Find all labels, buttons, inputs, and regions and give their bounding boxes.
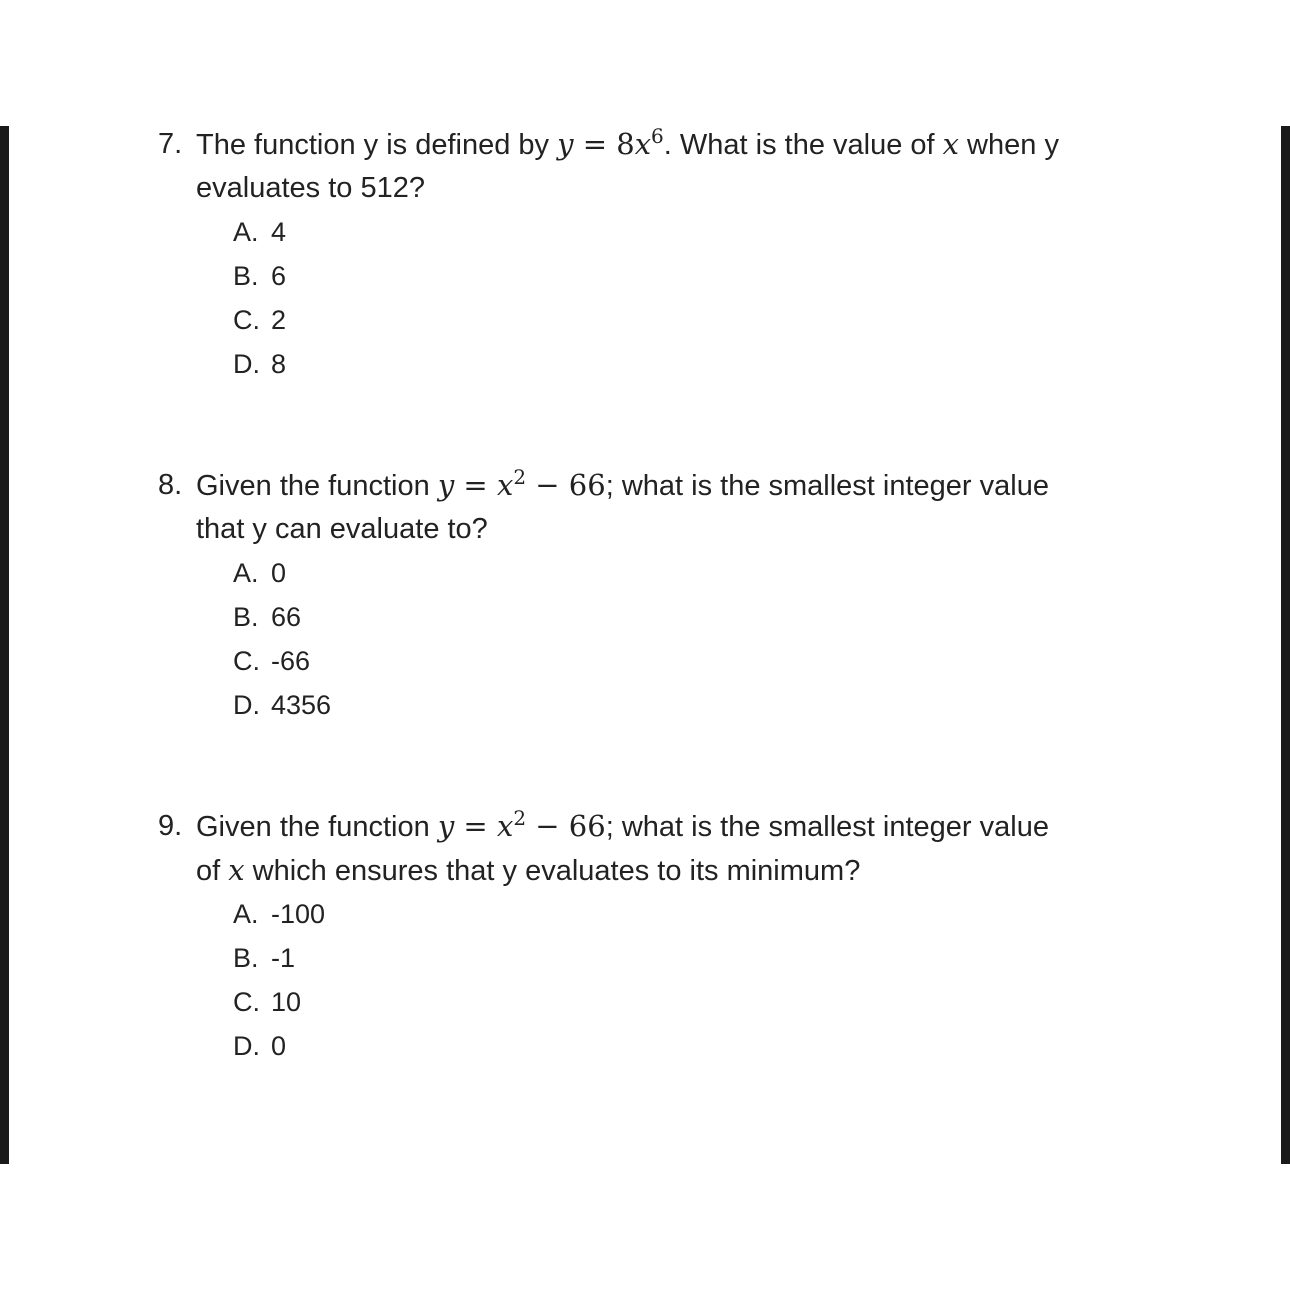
question-number: 9.	[158, 810, 183, 842]
left-page-edge	[0, 126, 9, 1164]
question-text: The function y is defined by $y = 8x^6$. What is the value of x when y	[196, 124, 1059, 161]
option-a[interactable]: A. 4	[233, 217, 287, 247]
question-text: Given the function $y = x^2 - 66$; what is the smallest integer value	[196, 806, 1049, 843]
option-d[interactable]: D. 4356	[233, 690, 332, 720]
answer-options	[233, 210, 1138, 386]
question-number: 7.	[158, 128, 183, 160]
question-text: Given the function $y = x^2 - 66$; what is the smallest integer value	[196, 465, 1049, 502]
option-b[interactable]: B. 66	[233, 602, 302, 632]
equation: $y = x^2 - 66$	[437, 806, 606, 843]
question-8	[158, 463, 1138, 727]
right-page-edge	[1281, 126, 1290, 1164]
option-b[interactable]: B. 6	[233, 261, 287, 291]
option-a[interactable]: A. 0	[233, 558, 287, 588]
question-9	[158, 804, 1138, 1068]
question-number: 8.	[158, 469, 183, 501]
equation: $y = 8x^6$	[557, 124, 664, 161]
option-c[interactable]: C. 2	[233, 305, 287, 335]
question-9-line-2: of x which ensures that y evaluates to its minimum?	[196, 853, 861, 887]
option-a[interactable]: A. -100	[233, 899, 326, 929]
option-b[interactable]: B. -1	[233, 943, 296, 973]
question-9-line-1	[158, 804, 1138, 848]
option-d[interactable]: D. 0	[233, 1031, 287, 1061]
question-7-line-2: evaluates to 512?	[196, 172, 425, 204]
option-c[interactable]: C. -66	[233, 646, 311, 676]
question-8-line-2: that y can evaluate to?	[196, 513, 488, 545]
question-7	[158, 122, 1138, 386]
question-8-line-1	[158, 463, 1138, 507]
answer-options	[233, 551, 1138, 727]
option-c[interactable]: C. 10	[233, 987, 302, 1017]
question-7-line-1	[158, 122, 1138, 166]
option-d[interactable]: D. 8	[233, 349, 287, 379]
answer-options	[233, 892, 1138, 1068]
equation: $y = x^2 - 66$	[437, 465, 606, 502]
